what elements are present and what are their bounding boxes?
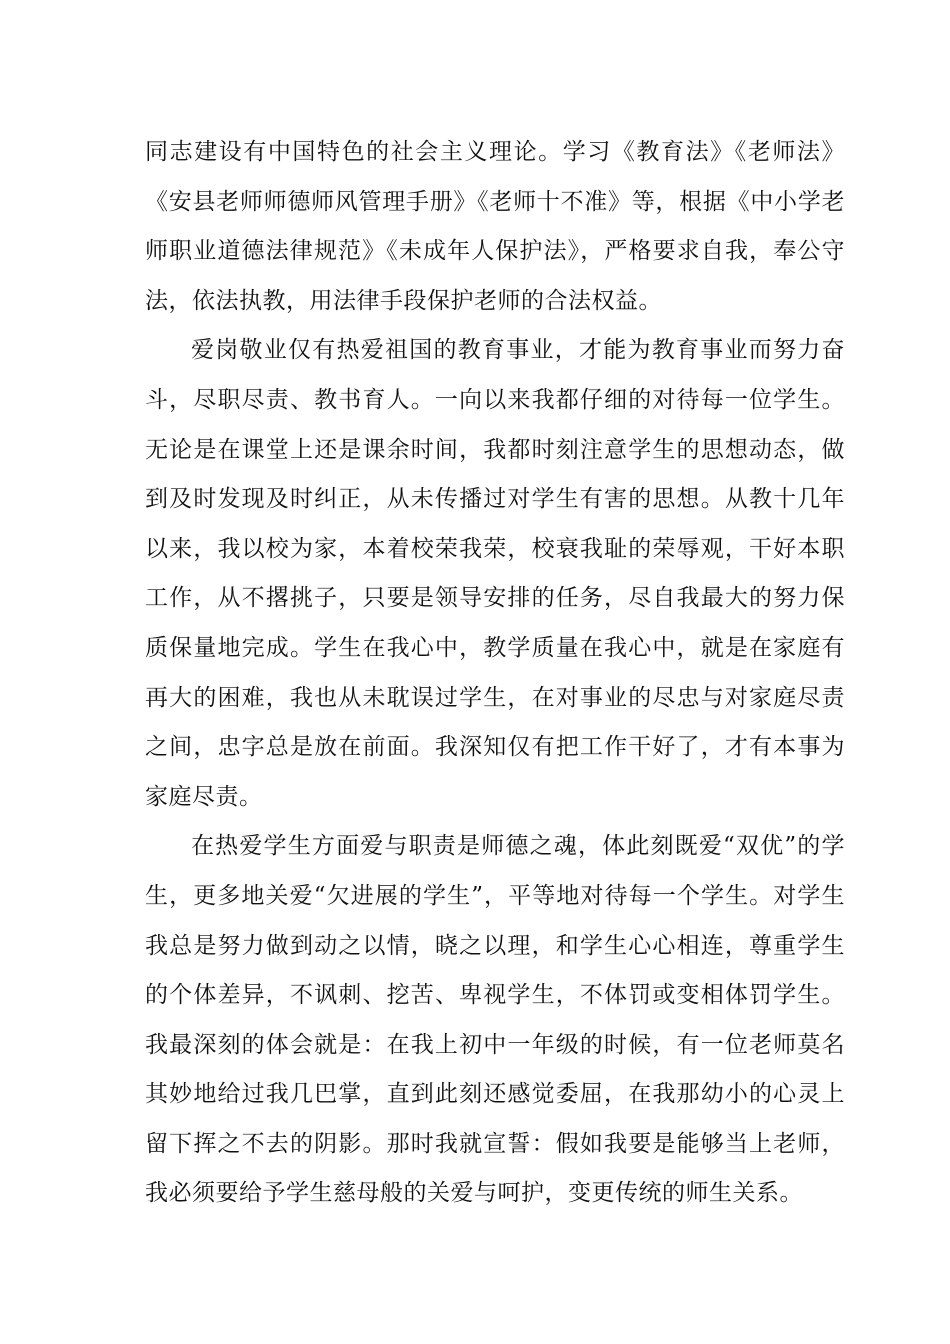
paragraph-2: 爱岗敬业仅有热爱祖国的教育事业，才能为教育事业而努力奋斗，尽职尽责、教书育人。一向以来我都仔细的对待每一位学生。无论是在课堂上还是课余时间，我都时刻注意学生的思想动态，做到及时发现及时纠正，从未传播过对学生有害的思想。从教十几年以来，我以校为家，本着校荣我荣，校衰我耻的荣辱观，干好本职工作，从不撂挑子，只要是领导安排的任务，尽自我最大的努力保质保量地完成。学生在我心中，教学质量在我心中，就是在家庭有再大的困难，我也从未耽误过学生，在对事业的尽忠与对家庭尽责之间，忠字总是放在前面。我深知仅有把工作干好了，才有本事为家庭尽责。: [145, 337, 845, 810]
paragraph-1: 同志建设有中国特色的社会主义理论。学习《教育法》《老师法》《安县老师师德师风管理手册》《老师十不准》等，根据《中小学老师职业道德法律规范》《未成年人保护法》，严格要求自我，奉公守法，依法执教，用法律手段保护老师的合法权益。: [145, 139, 845, 314]
document-body: [145, 128, 845, 1219]
paragraph-3: 在热爱学生方面爱与职责是师德之魂，体此刻既爱“双优”的学生，更多地关爱“欠进展的学生”，平等地对待每一个学生。对学生我总是努力做到动之以情，晓之以理，和学生心心相连，尊重学生的个体差异，不讽刺、挖苦、卑视学生，不体罚或变相体罚学生。我最深刻的体会就是：在我上初中一年级的时候，有一位老师莫名其妙地给过我几巴掌，直到此刻还感觉委屈，在我那幼小的心灵上留下挥之不去的阴影。那时我就宣誓：假如我要是能够当上老师，我必须要给予学生慈母般的关爱与呵护，变更传统的师生关系。: [145, 833, 845, 1207]
